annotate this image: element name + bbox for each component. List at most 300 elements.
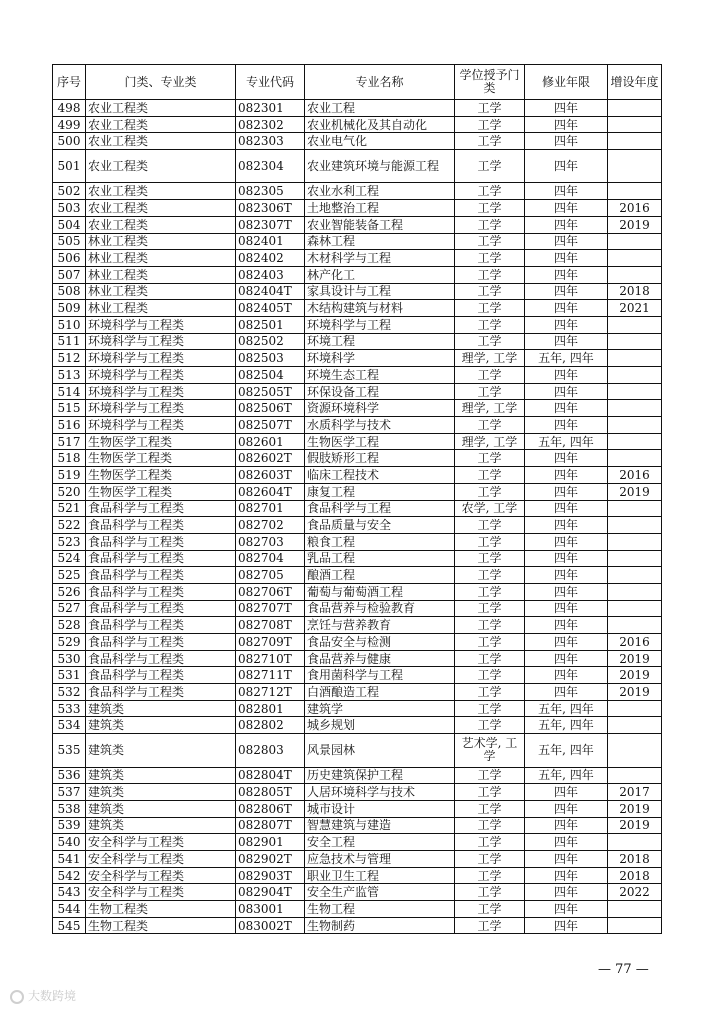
cell-category: 生物医学工程类 — [86, 433, 236, 450]
cell-duration: 四年 — [525, 901, 608, 918]
cell-code: 082403 — [236, 266, 305, 283]
table-row — [53, 450, 662, 467]
table-row — [53, 316, 662, 333]
cell-code: 082304 — [236, 150, 305, 183]
cell-index: 520 — [53, 483, 86, 500]
cell-year: 2016 — [608, 634, 662, 651]
cell-index: 533 — [53, 700, 86, 717]
cell-duration: 四年 — [525, 583, 608, 600]
cell-code: 082903T — [236, 867, 305, 884]
cell-name: 环境科学 — [305, 350, 455, 367]
cell-index: 517 — [53, 433, 86, 450]
cell-code: 082601 — [236, 433, 305, 450]
cell-index: 504 — [53, 216, 86, 233]
cell-code: 082504 — [236, 367, 305, 384]
cell-category: 建筑类 — [86, 734, 236, 767]
cell-duration: 四年 — [525, 233, 608, 250]
cell-code: 082703 — [236, 533, 305, 550]
cell-index: 505 — [53, 233, 86, 250]
watermark — [10, 987, 76, 1004]
cell-category: 农业工程类 — [86, 200, 236, 217]
cell-name: 农业机械化及其自动化 — [305, 116, 455, 133]
cell-degree: 工学 — [455, 550, 525, 567]
cell-category: 生物医学工程类 — [86, 450, 236, 467]
cell-code: 082604T — [236, 483, 305, 500]
cell-year — [608, 834, 662, 851]
header-degree: 学位授予门类 — [455, 65, 525, 100]
table-row — [53, 567, 662, 584]
cell-degree: 工学 — [455, 100, 525, 117]
cell-degree: 艺术学, 工学 — [455, 734, 525, 767]
cell-category: 食品科学与工程类 — [86, 583, 236, 600]
watermark-text: 大数跨境 — [28, 989, 77, 1003]
table-row — [53, 917, 662, 934]
cell-index: 516 — [53, 417, 86, 434]
cell-duration: 四年 — [525, 667, 608, 684]
cell-duration: 四年 — [525, 316, 608, 333]
table-row — [53, 200, 662, 217]
cell-degree: 工学 — [455, 834, 525, 851]
cell-index: 508 — [53, 283, 86, 300]
cell-category: 食品科学与工程类 — [86, 650, 236, 667]
cell-name: 风景园林 — [305, 734, 455, 767]
cell-degree: 工学 — [455, 116, 525, 133]
cell-year: 2019 — [608, 817, 662, 834]
cell-year — [608, 417, 662, 434]
cell-name: 农业水利工程 — [305, 183, 455, 200]
cell-year: 2021 — [608, 300, 662, 317]
cell-name: 食用菌科学与工程 — [305, 667, 455, 684]
cell-index: 511 — [53, 333, 86, 350]
table-row — [53, 800, 662, 817]
cell-degree: 工学 — [455, 517, 525, 534]
cell-duration: 五年, 四年 — [525, 700, 608, 717]
cell-name: 粮食工程 — [305, 533, 455, 550]
cell-duration: 四年 — [525, 133, 608, 150]
cell-year — [608, 717, 662, 734]
cell-year — [608, 500, 662, 517]
cell-category: 农业工程类 — [86, 183, 236, 200]
cell-duration: 四年 — [525, 567, 608, 584]
cell-code: 082701 — [236, 500, 305, 517]
cell-code: 082306T — [236, 200, 305, 217]
cell-name: 城乡规划 — [305, 717, 455, 734]
cell-code: 082301 — [236, 100, 305, 117]
cell-degree: 工学 — [455, 283, 525, 300]
cell-name: 假肢矫形工程 — [305, 450, 455, 467]
cell-duration: 四年 — [525, 917, 608, 934]
cell-duration: 五年, 四年 — [525, 767, 608, 784]
cell-category: 食品科学与工程类 — [86, 517, 236, 534]
cell-code: 082505T — [236, 383, 305, 400]
cell-index: 537 — [53, 784, 86, 801]
cell-code: 082711T — [236, 667, 305, 684]
cell-year — [608, 316, 662, 333]
cell-category: 林业工程类 — [86, 233, 236, 250]
cell-year — [608, 433, 662, 450]
cell-name: 智慧建筑与建造 — [305, 817, 455, 834]
cell-index: 543 — [53, 884, 86, 901]
cell-duration: 四年 — [525, 333, 608, 350]
cell-index: 510 — [53, 316, 86, 333]
cell-duration: 四年 — [525, 517, 608, 534]
cell-degree: 工学 — [455, 884, 525, 901]
cell-degree: 工学 — [455, 901, 525, 918]
cell-name: 农业工程 — [305, 100, 455, 117]
cell-category: 环境科学与工程类 — [86, 367, 236, 384]
cell-name: 葡萄与葡萄酒工程 — [305, 583, 455, 600]
cell-name: 资源环境科学 — [305, 400, 455, 417]
cell-index: 535 — [53, 734, 86, 767]
cell-code: 082805T — [236, 784, 305, 801]
cell-category: 建筑类 — [86, 717, 236, 734]
cell-year: 2019 — [608, 800, 662, 817]
cell-code: 082902T — [236, 850, 305, 867]
cell-code: 082404T — [236, 283, 305, 300]
header-code: 专业代码 — [236, 65, 305, 100]
cell-category: 环境科学与工程类 — [86, 333, 236, 350]
cell-code: 082506T — [236, 400, 305, 417]
cell-duration: 四年 — [525, 200, 608, 217]
cell-degree: 工学 — [455, 583, 525, 600]
cell-name: 森林工程 — [305, 233, 455, 250]
cell-degree: 工学 — [455, 150, 525, 183]
cell-duration: 四年 — [525, 183, 608, 200]
table-row — [53, 250, 662, 267]
cell-code: 082712T — [236, 684, 305, 701]
table-row — [53, 233, 662, 250]
cell-category: 食品科学与工程类 — [86, 567, 236, 584]
cell-code: 082904T — [236, 884, 305, 901]
table-row — [53, 216, 662, 233]
cell-degree: 工学 — [455, 333, 525, 350]
cell-index: 528 — [53, 617, 86, 634]
cell-index: 502 — [53, 183, 86, 200]
cell-index: 540 — [53, 834, 86, 851]
cell-year: 2017 — [608, 784, 662, 801]
cell-duration: 四年 — [525, 850, 608, 867]
cell-duration: 四年 — [525, 283, 608, 300]
cell-degree: 工学 — [455, 667, 525, 684]
cell-code: 082804T — [236, 767, 305, 784]
cell-category: 食品科学与工程类 — [86, 533, 236, 550]
cell-degree: 理学, 工学 — [455, 400, 525, 417]
cell-index: 512 — [53, 350, 86, 367]
cell-degree: 工学 — [455, 183, 525, 200]
cell-duration: 四年 — [525, 834, 608, 851]
cell-year — [608, 333, 662, 350]
table-row — [53, 383, 662, 400]
table-row — [53, 483, 662, 500]
cell-degree: 工学 — [455, 266, 525, 283]
cell-duration: 四年 — [525, 300, 608, 317]
cell-year — [608, 150, 662, 183]
cell-duration: 四年 — [525, 417, 608, 434]
header-index: 序号 — [53, 65, 86, 100]
cell-degree: 工学 — [455, 634, 525, 651]
cell-category: 建筑类 — [86, 784, 236, 801]
cell-year: 2016 — [608, 467, 662, 484]
cell-degree: 工学 — [455, 250, 525, 267]
cell-duration: 四年 — [525, 617, 608, 634]
cell-year: 2019 — [608, 650, 662, 667]
cell-name: 环境生态工程 — [305, 367, 455, 384]
table-row — [53, 517, 662, 534]
header-name: 专业名称 — [305, 65, 455, 100]
cell-category: 食品科学与工程类 — [86, 617, 236, 634]
cell-degree: 工学 — [455, 917, 525, 934]
cell-index: 500 — [53, 133, 86, 150]
table-row — [53, 150, 662, 183]
table-row — [53, 550, 662, 567]
cell-category: 环境科学与工程类 — [86, 316, 236, 333]
cell-index: 515 — [53, 400, 86, 417]
table-row — [53, 367, 662, 384]
table-row — [53, 784, 662, 801]
cell-category: 生物工程类 — [86, 917, 236, 934]
cell-duration: 四年 — [525, 150, 608, 183]
cell-name: 水质科学与技术 — [305, 417, 455, 434]
table-row — [53, 433, 662, 450]
header-year: 增设年度 — [608, 65, 662, 100]
cell-name: 历史建筑保护工程 — [305, 767, 455, 784]
table-row — [53, 834, 662, 851]
cell-code: 082806T — [236, 800, 305, 817]
cell-duration: 五年, 四年 — [525, 734, 608, 767]
cell-code: 082802 — [236, 717, 305, 734]
cell-year — [608, 400, 662, 417]
cell-category: 林业工程类 — [86, 283, 236, 300]
cell-year — [608, 583, 662, 600]
cell-duration: 四年 — [525, 800, 608, 817]
cell-duration: 四年 — [525, 483, 608, 500]
cell-category: 林业工程类 — [86, 266, 236, 283]
cell-name: 生物工程 — [305, 901, 455, 918]
cell-year — [608, 700, 662, 717]
cell-name: 城市设计 — [305, 800, 455, 817]
cell-year — [608, 533, 662, 550]
cell-name: 农业建筑环境与能源工程 — [305, 150, 455, 183]
cell-name: 临床工程技术 — [305, 467, 455, 484]
cell-index: 524 — [53, 550, 86, 567]
cell-degree: 工学 — [455, 417, 525, 434]
cell-degree: 工学 — [455, 450, 525, 467]
table-row — [53, 600, 662, 617]
cell-category: 环境科学与工程类 — [86, 383, 236, 400]
cell-name: 食品科学与工程 — [305, 500, 455, 517]
cell-code: 082706T — [236, 583, 305, 600]
cell-duration: 四年 — [525, 383, 608, 400]
table-row — [53, 417, 662, 434]
cell-code: 082305 — [236, 183, 305, 200]
cell-index: 519 — [53, 467, 86, 484]
table-row — [53, 266, 662, 283]
cell-category: 建筑类 — [86, 800, 236, 817]
cell-year — [608, 250, 662, 267]
cell-index: 541 — [53, 850, 86, 867]
cell-code: 083002T — [236, 917, 305, 934]
cell-name: 烹饪与营养教育 — [305, 617, 455, 634]
cell-code: 082705 — [236, 567, 305, 584]
cell-code: 082507T — [236, 417, 305, 434]
table-row — [53, 400, 662, 417]
cell-degree: 理学, 工学 — [455, 433, 525, 450]
cell-duration: 四年 — [525, 250, 608, 267]
cell-year: 2019 — [608, 684, 662, 701]
cell-code: 082901 — [236, 834, 305, 851]
cell-category: 安全科学与工程类 — [86, 884, 236, 901]
cell-name: 生物医学工程 — [305, 433, 455, 450]
cell-name: 乳品工程 — [305, 550, 455, 567]
cell-duration: 五年, 四年 — [525, 433, 608, 450]
cell-name: 安全生产监管 — [305, 884, 455, 901]
cell-name: 酿酒工程 — [305, 567, 455, 584]
cell-category: 食品科学与工程类 — [86, 684, 236, 701]
cell-degree: 工学 — [455, 617, 525, 634]
cell-year — [608, 600, 662, 617]
cell-duration: 四年 — [525, 867, 608, 884]
cell-duration: 四年 — [525, 817, 608, 834]
cell-name: 建筑学 — [305, 700, 455, 717]
cell-duration: 四年 — [525, 533, 608, 550]
cell-code: 082702 — [236, 517, 305, 534]
table-row — [53, 350, 662, 367]
table-row — [53, 850, 662, 867]
cell-degree: 工学 — [455, 316, 525, 333]
cell-name: 人居环境科学与技术 — [305, 784, 455, 801]
cell-duration: 四年 — [525, 884, 608, 901]
cell-index: 532 — [53, 684, 86, 701]
cell-year — [608, 367, 662, 384]
cell-duration: 四年 — [525, 550, 608, 567]
cell-year — [608, 517, 662, 534]
cell-year — [608, 350, 662, 367]
watermark-logo-icon — [10, 990, 24, 1004]
cell-category: 食品科学与工程类 — [86, 600, 236, 617]
cell-category: 环境科学与工程类 — [86, 400, 236, 417]
cell-code: 082402 — [236, 250, 305, 267]
cell-degree: 工学 — [455, 850, 525, 867]
cell-year — [608, 233, 662, 250]
cell-category: 建筑类 — [86, 767, 236, 784]
cell-code: 082401 — [236, 233, 305, 250]
cell-degree: 工学 — [455, 533, 525, 550]
cell-index: 506 — [53, 250, 86, 267]
cell-year — [608, 450, 662, 467]
table-row — [53, 533, 662, 550]
table-row — [53, 467, 662, 484]
cell-year — [608, 734, 662, 767]
cell-category: 环境科学与工程类 — [86, 417, 236, 434]
cell-year — [608, 767, 662, 784]
cell-name: 白酒酿造工程 — [305, 684, 455, 701]
table-row — [53, 817, 662, 834]
cell-duration: 四年 — [525, 634, 608, 651]
cell-degree: 工学 — [455, 483, 525, 500]
cell-name: 家具设计与工程 — [305, 283, 455, 300]
cell-code: 082710T — [236, 650, 305, 667]
cell-year: 2022 — [608, 884, 662, 901]
table-row — [53, 867, 662, 884]
cell-name: 食品安全与检测 — [305, 634, 455, 651]
cell-year — [608, 383, 662, 400]
cell-code: 082801 — [236, 700, 305, 717]
cell-year — [608, 116, 662, 133]
cell-year — [608, 266, 662, 283]
cell-category: 生物医学工程类 — [86, 483, 236, 500]
cell-index: 527 — [53, 600, 86, 617]
cell-name: 环境工程 — [305, 333, 455, 350]
cell-degree: 工学 — [455, 767, 525, 784]
cell-name: 木结构建筑与材料 — [305, 300, 455, 317]
cell-category: 安全科学与工程类 — [86, 850, 236, 867]
cell-category: 建筑类 — [86, 700, 236, 717]
cell-duration: 四年 — [525, 650, 608, 667]
cell-category: 生物工程类 — [86, 901, 236, 918]
cell-year — [608, 183, 662, 200]
cell-year — [608, 901, 662, 918]
table-row — [53, 684, 662, 701]
cell-category: 农业工程类 — [86, 216, 236, 233]
cell-degree: 工学 — [455, 467, 525, 484]
cell-year — [608, 617, 662, 634]
cell-year: 2018 — [608, 283, 662, 300]
cell-year: 2019 — [608, 667, 662, 684]
cell-index: 536 — [53, 767, 86, 784]
cell-index: 503 — [53, 200, 86, 217]
cell-degree: 工学 — [455, 717, 525, 734]
cell-degree: 工学 — [455, 817, 525, 834]
cell-code: 082603T — [236, 467, 305, 484]
cell-year — [608, 550, 662, 567]
cell-index: 525 — [53, 567, 86, 584]
table-row — [53, 734, 662, 767]
cell-index: 544 — [53, 901, 86, 918]
cell-degree: 工学 — [455, 383, 525, 400]
cell-category: 农业工程类 — [86, 116, 236, 133]
cell-year: 2019 — [608, 483, 662, 500]
cell-duration: 四年 — [525, 216, 608, 233]
cell-index: 539 — [53, 817, 86, 834]
cell-index: 521 — [53, 500, 86, 517]
cell-year — [608, 567, 662, 584]
cell-category: 环境科学与工程类 — [86, 350, 236, 367]
cell-index: 499 — [53, 116, 86, 133]
cell-name: 安全工程 — [305, 834, 455, 851]
page-number: — 77 — — [598, 962, 649, 977]
table-header-row — [53, 65, 662, 100]
cell-duration: 四年 — [525, 266, 608, 283]
cell-category: 建筑类 — [86, 817, 236, 834]
cell-code: 082707T — [236, 600, 305, 617]
table-row — [53, 767, 662, 784]
cell-category: 食品科学与工程类 — [86, 500, 236, 517]
table-row — [53, 333, 662, 350]
cell-duration: 四年 — [525, 600, 608, 617]
table-row — [53, 617, 662, 634]
cell-degree: 工学 — [455, 133, 525, 150]
cell-code: 082803 — [236, 734, 305, 767]
cell-code: 082807T — [236, 817, 305, 834]
table-row — [53, 183, 662, 200]
cell-degree: 工学 — [455, 800, 525, 817]
cell-code: 082602T — [236, 450, 305, 467]
cell-index: 529 — [53, 634, 86, 651]
header-duration: 修业年限 — [525, 65, 608, 100]
cell-year: 2018 — [608, 850, 662, 867]
cell-code: 082405T — [236, 300, 305, 317]
cell-name: 食品营养与检验教育 — [305, 600, 455, 617]
